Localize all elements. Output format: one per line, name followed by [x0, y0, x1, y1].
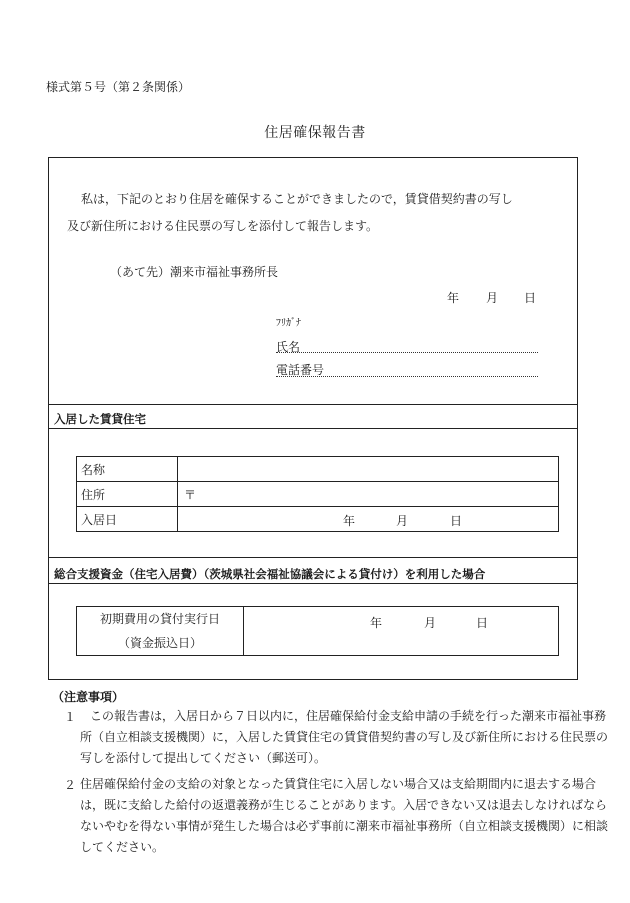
note-2-text: 住居確保給付金の支給の対象となった賃貸住宅に入居しない場合又は支給期間内に退去する場合は，既に支給した給付の返還義務が生じることがあります。入居できない又は退去しなければならないやむを得ない事情が発生した場合は必ず事前に潮来市福祉事務所（自立相談支援機関）に相談してください。 [80, 777, 609, 854]
loan-day: 日 [476, 616, 489, 630]
note-2-number: ２ [64, 778, 77, 792]
note-1-number: １ [64, 710, 77, 724]
name-label: 氏名 [276, 340, 301, 354]
phone-label: 電話番号 [276, 363, 325, 377]
loan-year: 年 [370, 616, 383, 630]
housing-section-title: 入居した賃貸住宅 [54, 412, 146, 426]
table-row [77, 607, 559, 656]
housing-name-label: 名称 [77, 457, 178, 482]
intro-line-2: 及び新住所における住民票の写しを添付して報告します。 [67, 219, 379, 233]
addressee: （あて先）潮来市福祉事務所長 [110, 265, 279, 279]
table-row [77, 482, 559, 507]
move-in-year: 年 [343, 514, 356, 528]
report-date-month[interactable]: 月 [486, 291, 499, 305]
loan-section-title: 総合支援資金（住宅入居費）（茨城県社会福祉協議会による貸付け）を利用した場合 [54, 567, 486, 581]
housing-table [76, 456, 559, 532]
intro-line-1: 私は，下記のとおり住居を確保することができましたので，賃貸借契約書の写し [81, 192, 513, 206]
note-1-text: この報告書は，入居日から７日以内に，住居確保給付金支給申請の手続を行った潮来市福祉事務所（自立相談支援機関）に，入居した賃貸住宅の賃貸借契約書の写し及び新住所における住民票の写しを添付して提出してください（郵送可）。 [80, 709, 609, 765]
report-date-year[interactable]: 年 [447, 291, 460, 305]
housing-address-field[interactable] [178, 482, 559, 507]
table-row [77, 457, 559, 482]
loan-date-field[interactable] [244, 607, 559, 656]
phone-field[interactable] [276, 376, 538, 377]
loan-date-label [77, 607, 244, 656]
notes-title: （注意事項） [52, 690, 125, 704]
table-row [77, 507, 559, 532]
move-in-day: 日 [450, 514, 463, 528]
intro-paragraph [67, 186, 567, 240]
loan-table [76, 606, 559, 656]
move-in-date-field[interactable] [178, 507, 559, 532]
section-divider [48, 428, 578, 429]
housing-name-field[interactable] [178, 457, 559, 482]
name-field[interactable] [276, 352, 538, 353]
postal-mark: 〒 [184, 487, 197, 502]
move-in-date-label: 入居日 [77, 507, 178, 532]
housing-address-label: 住所 [77, 482, 178, 507]
report-date-day[interactable]: 日 [524, 291, 537, 305]
section-divider [48, 557, 578, 558]
move-in-month: 月 [396, 514, 409, 528]
document-title: 住居確保報告書 [264, 125, 366, 141]
loan-date-label-line-1: 初期費用の貸付実行日 [99, 612, 220, 626]
section-divider [48, 404, 578, 405]
loan-month: 月 [424, 616, 437, 630]
form-reference: 様式第５号（第２条関係） [46, 80, 191, 94]
loan-date-label-line-2: （資金振込日） [117, 636, 202, 650]
furigana-label: ﾌﾘｶﾞﾅ [276, 318, 301, 329]
section-divider [48, 583, 578, 584]
